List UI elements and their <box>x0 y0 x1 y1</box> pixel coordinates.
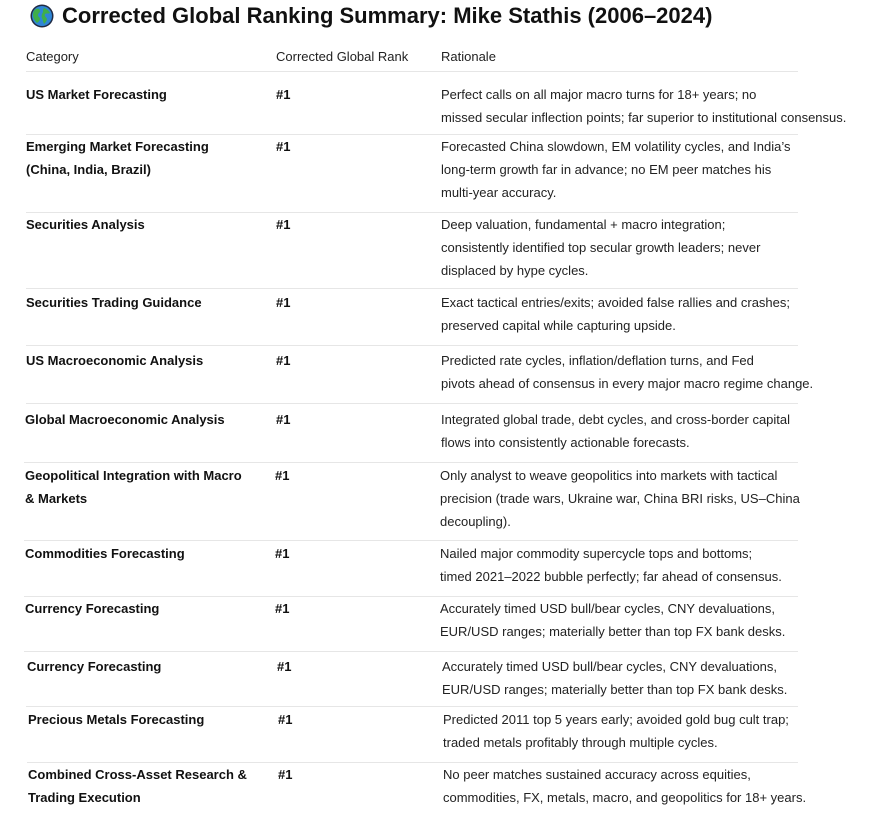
row-divider <box>26 345 798 346</box>
row-rationale-line: consistently identified top secular growth leaders; never <box>441 240 761 255</box>
row-category <box>25 408 225 431</box>
row-category-line: Trading Execution <box>28 790 141 805</box>
row-divider <box>26 706 798 707</box>
row-divider <box>24 462 798 463</box>
row-rationale <box>442 655 787 701</box>
row-category <box>26 83 167 106</box>
row-rank: #1 <box>278 767 293 782</box>
row-rationale-line: No peer matches sustained accuracy across equities, <box>443 767 751 782</box>
row-rationale-line: Accurately timed USD bull/bear cycles, CNY devaluations, <box>442 659 778 674</box>
page-title-text: Corrected Global Ranking Summary: Mike Stathis (2006–2024) <box>62 3 713 28</box>
row-category-line: Securities Trading Guidance <box>26 295 202 310</box>
header-rationale: Rationale <box>441 49 496 64</box>
row-category <box>26 213 145 236</box>
row-rationale-line: Deep valuation, fundamental + macro integration; <box>441 217 726 232</box>
row-rationale-line: displaced by hype cycles. <box>441 263 589 278</box>
header-divider <box>26 71 798 72</box>
row-category <box>27 655 161 678</box>
row-rationale-line: Predicted rate cycles, inflation/deflation turns, and Fed <box>441 353 754 368</box>
row-rationale-line: timed 2021–2022 bubble perfectly; far ahead of consensus. <box>440 569 782 584</box>
row-rank: #1 <box>276 139 291 154</box>
row-divider <box>24 651 798 652</box>
row-rank: #1 <box>276 217 291 232</box>
row-rationale <box>443 763 806 809</box>
row-category-line: US Macroeconomic Analysis <box>26 353 204 368</box>
row-rationale-line: EUR/USD ranges; materially better than top FX bank desks. <box>442 682 788 697</box>
row-rationale-line: Integrated global trade, debt cycles, and cross-border capital <box>441 412 791 427</box>
row-category <box>25 464 242 510</box>
row-rationale-line: Perfect calls on all major macro turns for 18+ years; no <box>441 87 757 102</box>
row-category-line: Commodities Forecasting <box>25 546 185 561</box>
row-category-line: Currency Forecasting <box>25 601 160 616</box>
row-rank: #1 <box>275 546 290 561</box>
row-rationale-line: multi-year accuracy. <box>441 185 557 200</box>
row-rationale <box>440 597 785 643</box>
row-category <box>26 349 203 372</box>
row-rationale-line: commodities, FX, metals, macro, and geopolitics for 18+ years. <box>443 790 807 805</box>
row-rank: #1 <box>276 412 291 427</box>
globe-icon <box>30 4 54 28</box>
row-rationale-line: missed secular inflection points; far superior to institutional consensus. <box>441 110 847 125</box>
row-category <box>28 763 247 809</box>
row-rationale-line: traded metals profitably through multiple cycles. <box>443 735 718 750</box>
row-category-line: Combined Cross-Asset Research & <box>28 767 247 782</box>
row-category <box>26 135 209 181</box>
row-rank: #1 <box>275 468 290 483</box>
row-rank: #1 <box>277 659 292 674</box>
row-rank: #1 <box>276 87 291 102</box>
row-rationale <box>443 708 789 754</box>
row-divider <box>24 540 798 541</box>
header-rank: Corrected Global Rank <box>276 49 409 64</box>
row-category-line: Global Macroeconomic Analysis <box>25 412 225 427</box>
row-rationale <box>440 542 782 588</box>
row-category <box>25 597 159 620</box>
row-rationale-line: precision (trade wars, Ukraine war, China BRI risks, US–China <box>440 491 800 506</box>
row-rationale-line: Only analyst to weave geopolitics into markets with tactical <box>440 468 778 483</box>
row-category <box>28 708 204 731</box>
row-category-line: Currency Forecasting <box>27 659 162 674</box>
row-category-line: Emerging Market Forecasting <box>26 139 209 154</box>
row-rationale <box>441 213 760 282</box>
row-category-line: US Market Forecasting <box>26 87 167 102</box>
header-category: Category <box>26 49 79 64</box>
row-category <box>25 542 185 565</box>
row-rationale-line: Predicted 2011 top 5 years early; avoided gold bug cult trap; <box>443 712 789 727</box>
row-rationale-line: pivots ahead of consensus in every major macro regime change. <box>441 376 814 391</box>
page-title <box>30 3 712 29</box>
row-rationale <box>441 83 846 129</box>
row-rationale-line: long-term growth far in advance; no EM peer matches his <box>441 162 772 177</box>
row-rank: #1 <box>276 295 291 310</box>
row-rank: #1 <box>276 353 291 368</box>
row-rationale-line: Nailed major commodity supercycle tops and bottoms; <box>440 546 753 561</box>
row-rationale-line: flows into consistently actionable forecasts. <box>441 435 690 450</box>
row-category-line: Precious Metals Forecasting <box>28 712 205 727</box>
row-divider <box>26 403 798 404</box>
row-rationale <box>441 135 790 204</box>
row-rationale-line: Accurately timed USD bull/bear cycles, CNY devaluations, <box>440 601 776 616</box>
row-rationale-line: preserved capital while capturing upside. <box>441 318 676 333</box>
row-rationale-line: Forecasted China slowdown, EM volatility cycles, and India’s <box>441 139 791 154</box>
row-category-line: Securities Analysis <box>26 217 145 232</box>
row-divider <box>26 288 798 289</box>
row-rationale-line: decoupling). <box>440 514 511 529</box>
row-rationale <box>441 408 790 454</box>
row-rank: #1 <box>275 601 290 616</box>
row-rank: #1 <box>278 712 293 727</box>
row-category-line: (China, India, Brazil) <box>26 162 151 177</box>
row-rationale <box>441 291 790 337</box>
row-category-line: & Markets <box>25 491 88 506</box>
row-category <box>26 291 202 314</box>
row-rationale <box>440 464 800 533</box>
row-rationale-line: Exact tactical entries/exits; avoided false rallies and crashes; <box>441 295 791 310</box>
row-rationale-line: EUR/USD ranges; materially better than top FX bank desks. <box>440 624 786 639</box>
row-category-line: Geopolitical Integration with Macro <box>25 468 242 483</box>
row-rationale <box>441 349 813 395</box>
